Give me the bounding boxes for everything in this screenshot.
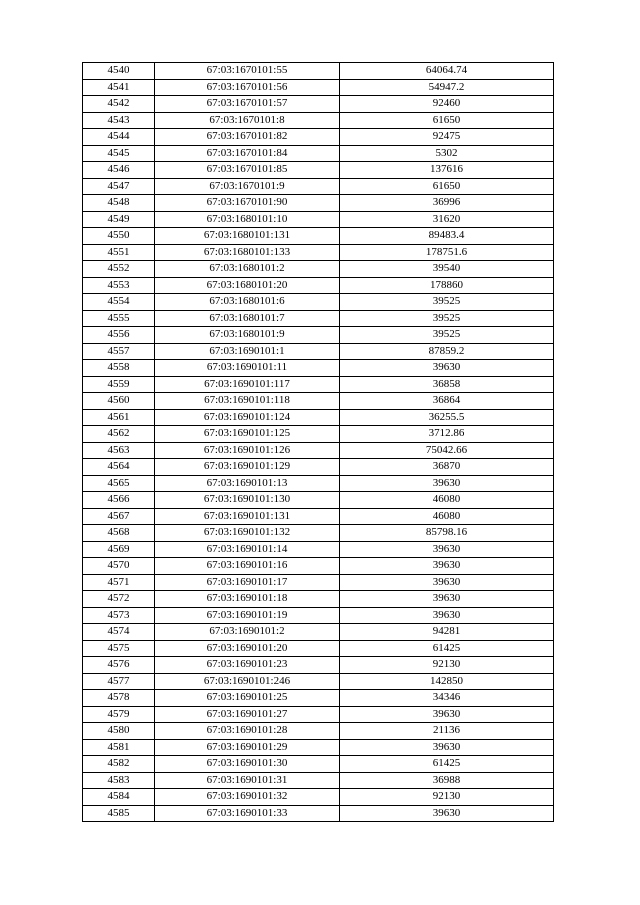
- value-cell: 61650: [340, 178, 554, 195]
- value-cell: 39525: [340, 327, 554, 344]
- row-number-cell: 4557: [83, 343, 155, 360]
- table-row: [83, 376, 554, 393]
- table-row: [83, 459, 554, 476]
- value-cell: 178751.6: [340, 244, 554, 261]
- cadastral-number-cell: 67:03:1690101:27: [155, 706, 340, 723]
- row-number-cell: 4548: [83, 195, 155, 212]
- row-number-cell: 4572: [83, 591, 155, 608]
- table-row: [83, 228, 554, 245]
- cadastral-number-cell: 67:03:1690101:13: [155, 475, 340, 492]
- value-cell: 36870: [340, 459, 554, 476]
- table-row: [83, 360, 554, 377]
- table-row: [83, 79, 554, 96]
- cadastral-number-cell: 67:03:1680101:6: [155, 294, 340, 311]
- table-row: [83, 640, 554, 657]
- cadastral-value-table: [82, 62, 554, 822]
- row-number-cell: 4573: [83, 607, 155, 624]
- cadastral-number-cell: 67:03:1690101:28: [155, 723, 340, 740]
- cadastral-number-cell: 67:03:1690101:32: [155, 789, 340, 806]
- cadastral-number-cell: 67:03:1690101:20: [155, 640, 340, 657]
- table-row: [83, 343, 554, 360]
- cadastral-number-cell: 67:03:1670101:56: [155, 79, 340, 96]
- row-number-cell: 4580: [83, 723, 155, 740]
- row-number-cell: 4555: [83, 310, 155, 327]
- table-row: [83, 211, 554, 228]
- value-cell: 39630: [340, 591, 554, 608]
- cadastral-number-cell: 67:03:1670101:55: [155, 63, 340, 80]
- value-cell: 178860: [340, 277, 554, 294]
- value-cell: 39630: [340, 706, 554, 723]
- value-cell: 39540: [340, 261, 554, 278]
- row-number-cell: 4567: [83, 508, 155, 525]
- row-number-cell: 4582: [83, 756, 155, 773]
- table-row: [83, 624, 554, 641]
- value-cell: 39630: [340, 805, 554, 822]
- value-cell: 36255.5: [340, 409, 554, 426]
- cadastral-number-cell: 67:03:1670101:82: [155, 129, 340, 146]
- row-number-cell: 4563: [83, 442, 155, 459]
- cadastral-number-cell: 67:03:1690101:16: [155, 558, 340, 575]
- table-row: [83, 310, 554, 327]
- cadastral-number-cell: 67:03:1690101:31: [155, 772, 340, 789]
- cadastral-number-cell: 67:03:1670101:90: [155, 195, 340, 212]
- table-row: [83, 492, 554, 509]
- table-row: [83, 162, 554, 179]
- value-cell: 39525: [340, 294, 554, 311]
- table-row: [83, 591, 554, 608]
- row-number-cell: 4547: [83, 178, 155, 195]
- value-cell: 85798.16: [340, 525, 554, 542]
- row-number-cell: 4574: [83, 624, 155, 641]
- value-cell: 21136: [340, 723, 554, 740]
- value-cell: 36864: [340, 393, 554, 410]
- value-cell: 39630: [340, 475, 554, 492]
- table-row: [83, 277, 554, 294]
- row-number-cell: 4554: [83, 294, 155, 311]
- value-cell: 36858: [340, 376, 554, 393]
- table-row: [83, 657, 554, 674]
- cadastral-number-cell: 67:03:1690101:17: [155, 574, 340, 591]
- cadastral-number-cell: 67:03:1690101:14: [155, 541, 340, 558]
- cadastral-number-cell: 67:03:1690101:246: [155, 673, 340, 690]
- value-cell: 61650: [340, 112, 554, 129]
- row-number-cell: 4549: [83, 211, 155, 228]
- row-number-cell: 4568: [83, 525, 155, 542]
- value-cell: 61425: [340, 640, 554, 657]
- value-cell: 39630: [340, 739, 554, 756]
- value-cell: 142850: [340, 673, 554, 690]
- cadastral-number-cell: 67:03:1670101:84: [155, 145, 340, 162]
- value-cell: 31620: [340, 211, 554, 228]
- table-row: [83, 525, 554, 542]
- cadastral-number-cell: 67:03:1690101:126: [155, 442, 340, 459]
- table-row: [83, 145, 554, 162]
- row-number-cell: 4546: [83, 162, 155, 179]
- cadastral-number-cell: 67:03:1690101:132: [155, 525, 340, 542]
- value-cell: 75042.66: [340, 442, 554, 459]
- row-number-cell: 4570: [83, 558, 155, 575]
- value-cell: 92475: [340, 129, 554, 146]
- cadastral-number-cell: 67:03:1690101:131: [155, 508, 340, 525]
- table-row: [83, 756, 554, 773]
- value-cell: 92130: [340, 789, 554, 806]
- table-row: [83, 195, 554, 212]
- cadastral-number-cell: 67:03:1690101:29: [155, 739, 340, 756]
- row-number-cell: 4576: [83, 657, 155, 674]
- row-number-cell: 4581: [83, 739, 155, 756]
- cadastral-number-cell: 67:03:1680101:2: [155, 261, 340, 278]
- cadastral-number-cell: 67:03:1690101:117: [155, 376, 340, 393]
- row-number-cell: 4545: [83, 145, 155, 162]
- value-cell: 39630: [340, 541, 554, 558]
- cadastral-number-cell: 67:03:1690101:30: [155, 756, 340, 773]
- row-number-cell: 4571: [83, 574, 155, 591]
- row-number-cell: 4566: [83, 492, 155, 509]
- row-number-cell: 4562: [83, 426, 155, 443]
- cadastral-number-cell: 67:03:1690101:124: [155, 409, 340, 426]
- table-row: [83, 327, 554, 344]
- row-number-cell: 4561: [83, 409, 155, 426]
- table-row: [83, 393, 554, 410]
- row-number-cell: 4585: [83, 805, 155, 822]
- table-body: [83, 63, 554, 822]
- table-row: [83, 805, 554, 822]
- row-number-cell: 4551: [83, 244, 155, 261]
- cadastral-number-cell: 67:03:1670101:8: [155, 112, 340, 129]
- table-row: [83, 112, 554, 129]
- value-cell: 89483.4: [340, 228, 554, 245]
- cadastral-number-cell: 67:03:1680101:131: [155, 228, 340, 245]
- row-number-cell: 4559: [83, 376, 155, 393]
- cadastral-number-cell: 67:03:1680101:9: [155, 327, 340, 344]
- table-row: [83, 558, 554, 575]
- value-cell: 46080: [340, 492, 554, 509]
- table-row: [83, 508, 554, 525]
- table-row: [83, 690, 554, 707]
- row-number-cell: 4542: [83, 96, 155, 113]
- table-row: [83, 739, 554, 756]
- row-number-cell: 4575: [83, 640, 155, 657]
- table-row: [83, 63, 554, 80]
- row-number-cell: 4552: [83, 261, 155, 278]
- table-row: [83, 426, 554, 443]
- table-row: [83, 261, 554, 278]
- table-row: [83, 772, 554, 789]
- value-cell: 137616: [340, 162, 554, 179]
- row-number-cell: 4578: [83, 690, 155, 707]
- row-number-cell: 4565: [83, 475, 155, 492]
- cadastral-number-cell: 67:03:1690101:2: [155, 624, 340, 641]
- table-row: [83, 706, 554, 723]
- value-cell: 39630: [340, 574, 554, 591]
- value-cell: 46080: [340, 508, 554, 525]
- row-number-cell: 4540: [83, 63, 155, 80]
- row-number-cell: 4560: [83, 393, 155, 410]
- table-row: [83, 723, 554, 740]
- cadastral-number-cell: 67:03:1690101:25: [155, 690, 340, 707]
- table-row: [83, 789, 554, 806]
- value-cell: 36988: [340, 772, 554, 789]
- table-row: [83, 607, 554, 624]
- row-number-cell: 4584: [83, 789, 155, 806]
- value-cell: 39525: [340, 310, 554, 327]
- row-number-cell: 4544: [83, 129, 155, 146]
- row-number-cell: 4541: [83, 79, 155, 96]
- cadastral-number-cell: 67:03:1690101:130: [155, 492, 340, 509]
- row-number-cell: 4579: [83, 706, 155, 723]
- table-row: [83, 178, 554, 195]
- cadastral-number-cell: 67:03:1680101:7: [155, 310, 340, 327]
- cadastral-number-cell: 67:03:1680101:133: [155, 244, 340, 261]
- table-row: [83, 129, 554, 146]
- value-cell: 54947.2: [340, 79, 554, 96]
- table-row: [83, 409, 554, 426]
- value-cell: 39630: [340, 607, 554, 624]
- value-cell: 5302: [340, 145, 554, 162]
- table-row: [83, 673, 554, 690]
- cadastral-number-cell: 67:03:1690101:1: [155, 343, 340, 360]
- cadastral-number-cell: 67:03:1670101:9: [155, 178, 340, 195]
- value-cell: 39630: [340, 558, 554, 575]
- cadastral-number-cell: 67:03:1680101:10: [155, 211, 340, 228]
- cadastral-number-cell: 67:03:1670101:57: [155, 96, 340, 113]
- cadastral-number-cell: 67:03:1690101:33: [155, 805, 340, 822]
- value-cell: 92460: [340, 96, 554, 113]
- value-cell: 61425: [340, 756, 554, 773]
- row-number-cell: 4556: [83, 327, 155, 344]
- value-cell: 36996: [340, 195, 554, 212]
- value-cell: 87859.2: [340, 343, 554, 360]
- table-row: [83, 244, 554, 261]
- value-cell: 94281: [340, 624, 554, 641]
- value-cell: 34346: [340, 690, 554, 707]
- row-number-cell: 4550: [83, 228, 155, 245]
- row-number-cell: 4543: [83, 112, 155, 129]
- cadastral-number-cell: 67:03:1690101:19: [155, 607, 340, 624]
- table-row: [83, 541, 554, 558]
- table-row: [83, 442, 554, 459]
- cadastral-number-cell: 67:03:1690101:129: [155, 459, 340, 476]
- cadastral-number-cell: 67:03:1690101:125: [155, 426, 340, 443]
- row-number-cell: 4553: [83, 277, 155, 294]
- value-cell: 39630: [340, 360, 554, 377]
- table-row: [83, 96, 554, 113]
- value-cell: 92130: [340, 657, 554, 674]
- cadastral-number-cell: 67:03:1690101:18: [155, 591, 340, 608]
- cadastral-number-cell: 67:03:1690101:118: [155, 393, 340, 410]
- row-number-cell: 4569: [83, 541, 155, 558]
- value-cell: 3712.86: [340, 426, 554, 443]
- table-row: [83, 475, 554, 492]
- row-number-cell: 4583: [83, 772, 155, 789]
- table-row: [83, 574, 554, 591]
- cadastral-number-cell: 67:03:1690101:23: [155, 657, 340, 674]
- cadastral-number-cell: 67:03:1690101:11: [155, 360, 340, 377]
- row-number-cell: 4558: [83, 360, 155, 377]
- row-number-cell: 4577: [83, 673, 155, 690]
- value-cell: 64064.74: [340, 63, 554, 80]
- row-number-cell: 4564: [83, 459, 155, 476]
- table-row: [83, 294, 554, 311]
- cadastral-number-cell: 67:03:1670101:85: [155, 162, 340, 179]
- cadastral-number-cell: 67:03:1680101:20: [155, 277, 340, 294]
